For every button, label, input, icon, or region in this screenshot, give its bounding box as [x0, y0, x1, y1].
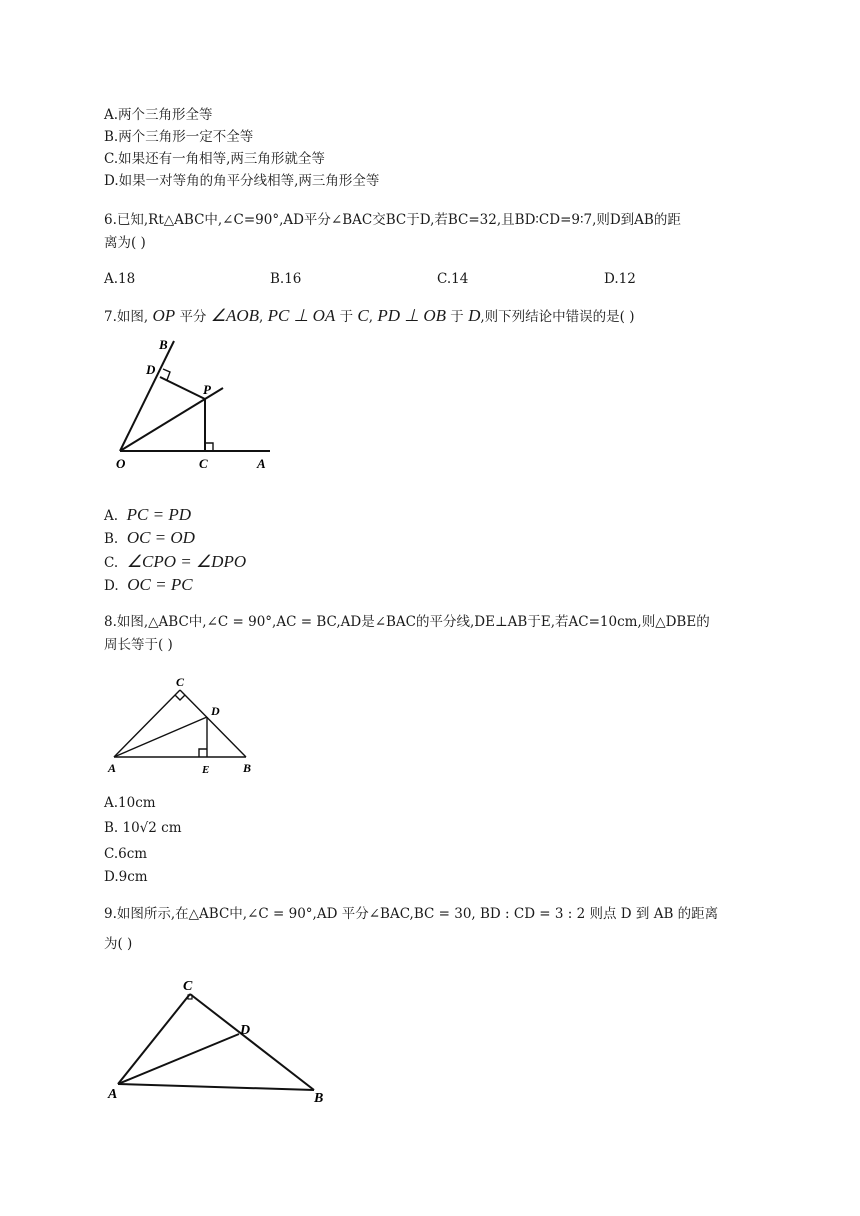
q7-stem-text: 平分: [179, 309, 207, 325]
q7-stem-point-d: D: [468, 306, 481, 325]
q6-option-a: A.18: [104, 271, 136, 287]
q7-stem-comma: ,: [368, 309, 374, 325]
q8-side-bc: [180, 690, 246, 757]
q7-right-angle-c: [205, 443, 213, 451]
q8-stem-line2: 周长等于( ): [104, 637, 173, 653]
q7-segment-pd: [160, 377, 205, 399]
q8-option-b: B. 10√2 cm: [104, 820, 182, 836]
q7-stem-point-c: C: [357, 306, 369, 325]
q9-label-a: A: [108, 1087, 118, 1102]
q8-segment-ad: [114, 717, 207, 757]
q7-stem-num: 7.如图,: [104, 309, 149, 325]
q9-stem-line1: 9.如图所示,在△ABC中,∠C = 90°,AD 平分∠BAC,BC = 30, BD : CD = 3 : 2 则点 D 到 AB 的距离: [104, 906, 719, 922]
q9-side-ac: [118, 994, 190, 1084]
q8-label-c: C: [176, 675, 185, 689]
q8-label-b: B: [243, 761, 252, 775]
q8-side-ac: [114, 690, 180, 757]
q7-option-b: B. OC = OD: [104, 528, 195, 547]
q8-figure: [106, 672, 266, 777]
q6-stem-line1: 6.已知,Rt△ABC中,∠C=90°,AD平分∠BAC交BC于D,若BC=32,且BD∶CD=9∶7,则D到AB的距: [104, 212, 681, 228]
q7-stem-comma: ,: [259, 309, 264, 325]
q7-option-d: D. OC = PC: [104, 575, 193, 594]
q9-side-bc: [190, 994, 314, 1090]
q9-label-c: C: [183, 979, 193, 994]
q7-stem-op: OP: [152, 306, 176, 325]
q7-option-c: C. ∠CPO = ∠DPO: [104, 552, 247, 571]
q7-stem-perp2: PD ⊥ OB: [377, 306, 446, 325]
q9-label-d: D: [240, 1023, 251, 1038]
q7-stem-text: 于: [339, 309, 354, 325]
q6-stem-line2: 离为( ): [104, 235, 146, 251]
q9-stem-line2: 为( ): [104, 936, 133, 952]
q8-label-d: D: [211, 704, 220, 718]
q7-stem-angle: ∠AOB: [210, 306, 260, 325]
q6-option-b: B.16: [270, 271, 302, 287]
q6-option-d: D.12: [604, 271, 636, 287]
q7-label-o: O: [116, 456, 126, 471]
q9-label-b: B: [314, 1091, 324, 1106]
q8-label-e: E: [202, 764, 210, 776]
q5-option-b: B.两个三角形一定不全等: [104, 129, 254, 145]
q9-figure: [106, 976, 336, 1106]
q7-label-d: D: [146, 362, 156, 377]
q7-label-b: B: [159, 337, 168, 352]
q7-label-c: C: [199, 456, 208, 471]
q8-stem-line1: 8.如图,△ABC中,∠C = 90°,AC = BC,AD是∠BAC的平分线,DE⊥AB于E,若AC=10cm,则△DBE的: [104, 614, 710, 630]
q7-label-a: A: [257, 456, 266, 471]
q8-option-a: A.10cm: [104, 795, 156, 811]
q9-side-ab: [118, 1084, 314, 1090]
q6-option-c: C.14: [437, 271, 469, 287]
q7-option-a: A. PC = PD: [104, 505, 191, 524]
q8-right-angle-e: [199, 749, 207, 757]
q5-option-c: C.如果还有一角相等,两三角形就全等: [104, 151, 325, 167]
q7-stem-perp1: PC ⊥ OA: [267, 306, 336, 325]
q7-label-p: P: [203, 382, 211, 397]
q7-figure: [108, 336, 283, 471]
q7-stem-text: 于: [450, 309, 464, 325]
q5-option-a: A.两个三角形全等: [104, 107, 213, 123]
q9-segment-ad: [118, 1034, 239, 1084]
q5-option-d: D.如果一对等角的角平分线相等,两三角形全等: [104, 173, 380, 189]
q7-stem: [104, 307, 635, 326]
q8-label-a: A: [108, 761, 117, 775]
q8-option-d: D.9cm: [104, 869, 148, 885]
q7-stem-tail: ,则下列结论中错误的是( ): [480, 309, 635, 325]
q8-option-c: C.6cm: [104, 846, 148, 862]
q8-right-angle-c: [175, 695, 185, 700]
